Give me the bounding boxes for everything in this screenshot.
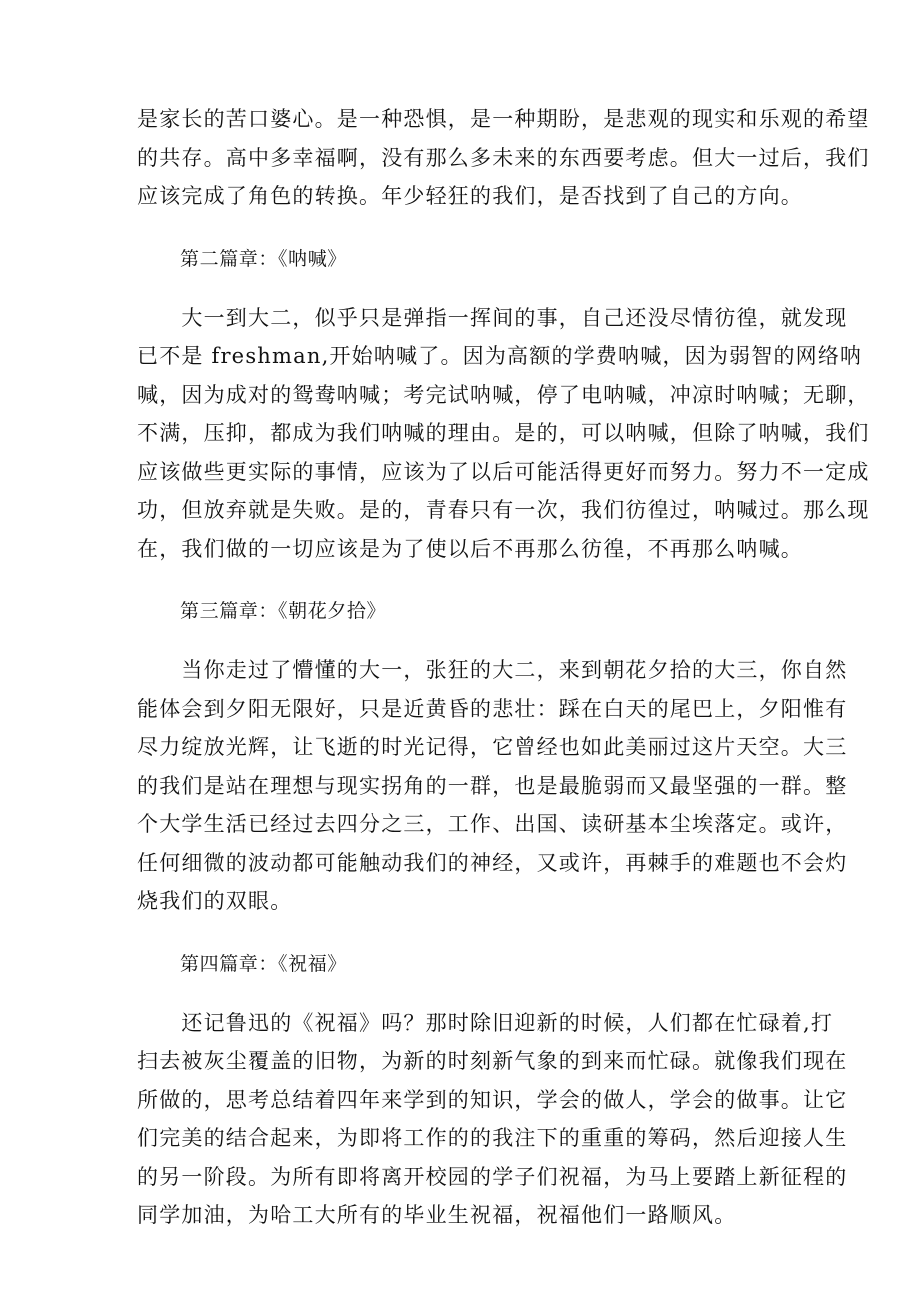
paragraph-line: 同学加油，为哈工大所有的毕业生祝福，祝福他们一路顺风。 [137, 1203, 737, 1227]
paragraph-line: 大一到大二，似乎只是弹指一挥间的事，自己还没尽情彷徨，就发现 [137, 305, 848, 330]
paragraph-line: 应该完成了角色的转换。年少轻狂的我们，是否找到了自己的方向。 [137, 184, 803, 208]
paragraph-line: 所做的，思考总结着四年来学到的知识，学会的做人，学会的做事。让它 [137, 1087, 848, 1112]
chapter-heading: 第三篇章：《朝花夕拾》 [180, 600, 387, 622]
paragraph-line: 的另一阶段。为所有即将离开校园的学子们祝福，为马上要踏上新征程的 [137, 1164, 848, 1189]
paragraph-line: 是家长的苦口婆心。是一种恐惧，是一种期盼，是悲观的现实和乐观的希望 [137, 107, 870, 131]
chapter-heading: 第二篇章：《呐喊》 [180, 247, 347, 270]
paragraph-line: 们完美的结合起来，为即将工作的的我注下的重重的筹码，然后迎接人生 [137, 1126, 848, 1150]
paragraph-line: 扫去被灰尘覆盖的旧物，为新的时刻新气象的到来而忙碌。就像我们现在 [137, 1049, 848, 1073]
body-paragraph [137, 100, 870, 216]
paragraph-line: 在，我们做的一切应该是为了使以后不再那么彷徨，不再那么呐喊。 [137, 536, 803, 561]
paragraph-line: 个大学生活已经过去四分之三，工作、出国、读研基本尘埃落定。或许， [137, 812, 848, 836]
body-paragraph [137, 1004, 848, 1235]
paragraph-line: 尽力绽放光辉，让飞逝的时光记得，它曾经也如此美丽过这片天空。大三 [137, 735, 848, 759]
paragraph-line: 能体会到夕阳无限好，只是近黄昏的悲壮：踩在白天的尾巴上，夕阳惟有 [137, 696, 848, 721]
paragraph-line: 喊，因为成对的鸳鸯呐喊；考完试呐喊，停了电呐喊，冲凉时呐喊；无聊， [137, 382, 870, 407]
paragraph-line: 功，但放弃就是失败。是的，青春只有一次，我们彷徨过，呐喊过。那么现 [137, 498, 870, 522]
paragraph-line: 的共存。高中多幸福啊，没有那么多未来的东西要考虑。但大一过后，我们 [137, 145, 870, 170]
paragraph-line: 任何细微的波动都可能触动我们的神经，又或许，再棘手的难题也不会灼 [137, 850, 848, 875]
paragraph-line: 当你走过了懵懂的大一，张狂的大二，来到朝花夕拾的大三，你自然 [137, 658, 848, 682]
paragraph-line: 的我们是站在理想与现实拐角的一群，也是最脆弱而又最坚强的一群。整 [137, 773, 848, 798]
paragraph-line: 不满，压抑，都成为我们呐喊的理由。是的，可以呐喊，但除了呐喊，我们 [137, 421, 870, 445]
body-paragraph [137, 299, 870, 569]
paragraph-line: 还记鲁迅的《祝福》吗？那时除旧迎新的时候，人们都在忙碌着,打 [137, 1010, 834, 1035]
chapter-heading: 第四篇章：《祝福》 [180, 952, 347, 975]
paragraph-line: 应该做些更实际的事情，应该为了以后可能活得更好而努力。努力不一定成 [137, 459, 870, 484]
paragraph-line: 已不是 freshman,开始呐喊了。因为高额的学费呐喊，因为弱智的网络呐 [137, 344, 863, 368]
paragraph-line: 烧我们的双眼。 [137, 889, 293, 913]
body-paragraph [137, 651, 848, 921]
